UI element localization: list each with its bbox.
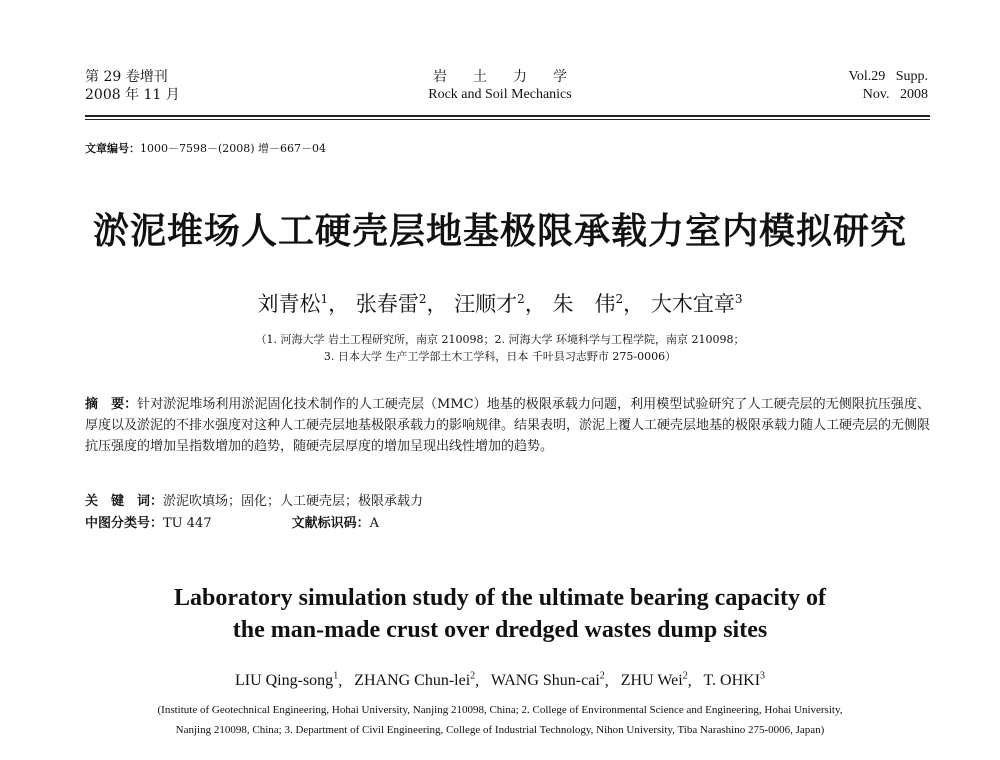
keywords-text: 淤泥吹填场；固化；人工硬壳层；极限承载力 — [163, 494, 424, 509]
paper-title-en — [0, 582, 1000, 646]
title-en-line: Laboratory simulation study of the ultimate bearing capacity of — [174, 585, 826, 611]
doc-code-label: 文献标识码： — [291, 516, 370, 531]
clc-label: 中图分类号： — [85, 516, 164, 531]
clc-value: TU 447 — [163, 516, 212, 531]
article-number-value: 1000－7598－(2008) 增－667－04 — [140, 142, 327, 155]
affiliations-cn — [0, 331, 1000, 365]
abstract-label: 摘 要： — [85, 397, 138, 412]
author-cn: 大木宜章$^3$ — [650, 292, 743, 316]
author-en: ZHU Wei$^2$ — [620, 671, 688, 690]
classification-info — [85, 514, 379, 534]
header-rule-thin — [85, 119, 930, 120]
author-en: ZHANG Chun-lei$^2$ — [354, 671, 476, 690]
author-list-en: LIU Qing-song$^1$, ZHANG Chun-lei$^2$, WANG Shun-cai$^2$, ZHU Wei$^2$, T. OHKI$^3$ — [234, 671, 766, 690]
keywords-label: 关 键 词： — [85, 494, 164, 509]
abstract-text: 针对淤泥堆场利用淤泥固化技术制作的人工硬壳层（MMC）地基的极限承载力问题，利用模型试验研究了人工硬壳层的无侧限抗压强度、厚度以及淤泥的不排水强度对这种人工硬壳层地基极限承载力的影响规律。结果表明，淤泥上覆人工硬壳层地基的极限承载力随人工硬壳层的无侧限抗压强度的增加呈指数增加的趋势，随硬壳层厚度的增加呈现出线性增加的趋势。 — [85, 397, 931, 454]
affiliation-line: (Institute of Geotechnical Engineering, Hohai University, Nanjing 210098, China; 2. College of Environmental Science and Engineering, Hohai University, — [157, 704, 843, 716]
keywords-cn — [85, 492, 423, 512]
journal-name-en: Rock and Soil Mechanics — [428, 87, 572, 102]
author-cn: 朱 伟$^2$ — [552, 292, 624, 316]
author-cn: 汪顺才$^2$ — [454, 292, 525, 316]
author-en: T. OHKI$^3$ — [703, 671, 766, 690]
author-cn: 张春雷$^2$ — [355, 292, 427, 316]
affiliation-line: Nanjing 210098, China; 3. Department of Civil Engineering, College of Industrial Technology, Nihon University, Tiba Narashino 275-0006, Japan) — [175, 724, 825, 736]
volume-issue: 第 29 卷增刊 — [85, 69, 168, 85]
journal-name-cn: 岩土力学 — [433, 69, 593, 85]
header-rule-thick — [85, 115, 930, 117]
affiliations-en — [0, 700, 1000, 740]
abstract-cn — [85, 394, 930, 457]
journal-volume-en — [849, 68, 928, 104]
author-en: WANG Shun-cai$^2$ — [490, 671, 605, 690]
author-cn: 刘青松$^1$ — [257, 292, 329, 316]
doc-code-value: A — [369, 516, 379, 531]
author-en: LIU Qing-song$^1$ — [234, 671, 339, 690]
publication-date-cn: 2008 年 11 月 — [85, 87, 180, 103]
author-list-cn: 刘青松$^1$， 张春雷$^2$， 汪顺才$^2$， 朱 伟$^2$， 大木宜章$^3$ — [257, 292, 743, 316]
affiliation-line: 3. 日本大学 生产工学部土木工学科，日本 千叶县习志野市 275-0006） — [323, 350, 677, 363]
article-number — [85, 140, 326, 156]
article-number-label: 文章编号： — [85, 142, 140, 155]
paper-title-cn: 淤泥堆场人工硬壳层地基极限承载力室内模拟研究 — [92, 211, 907, 252]
affiliation-line: （1. 河海大学 岩土工程研究所，南京 210098；2. 河海大学 环境科学与工程学院，南京 210098； — [255, 333, 745, 346]
title-en-line: the man-made crust over dredged wastes dump sites — [232, 617, 768, 643]
volume-supp: Vol.29 Supp. — [848, 69, 928, 84]
publication-date-en: Nov. 2008 — [862, 87, 928, 102]
